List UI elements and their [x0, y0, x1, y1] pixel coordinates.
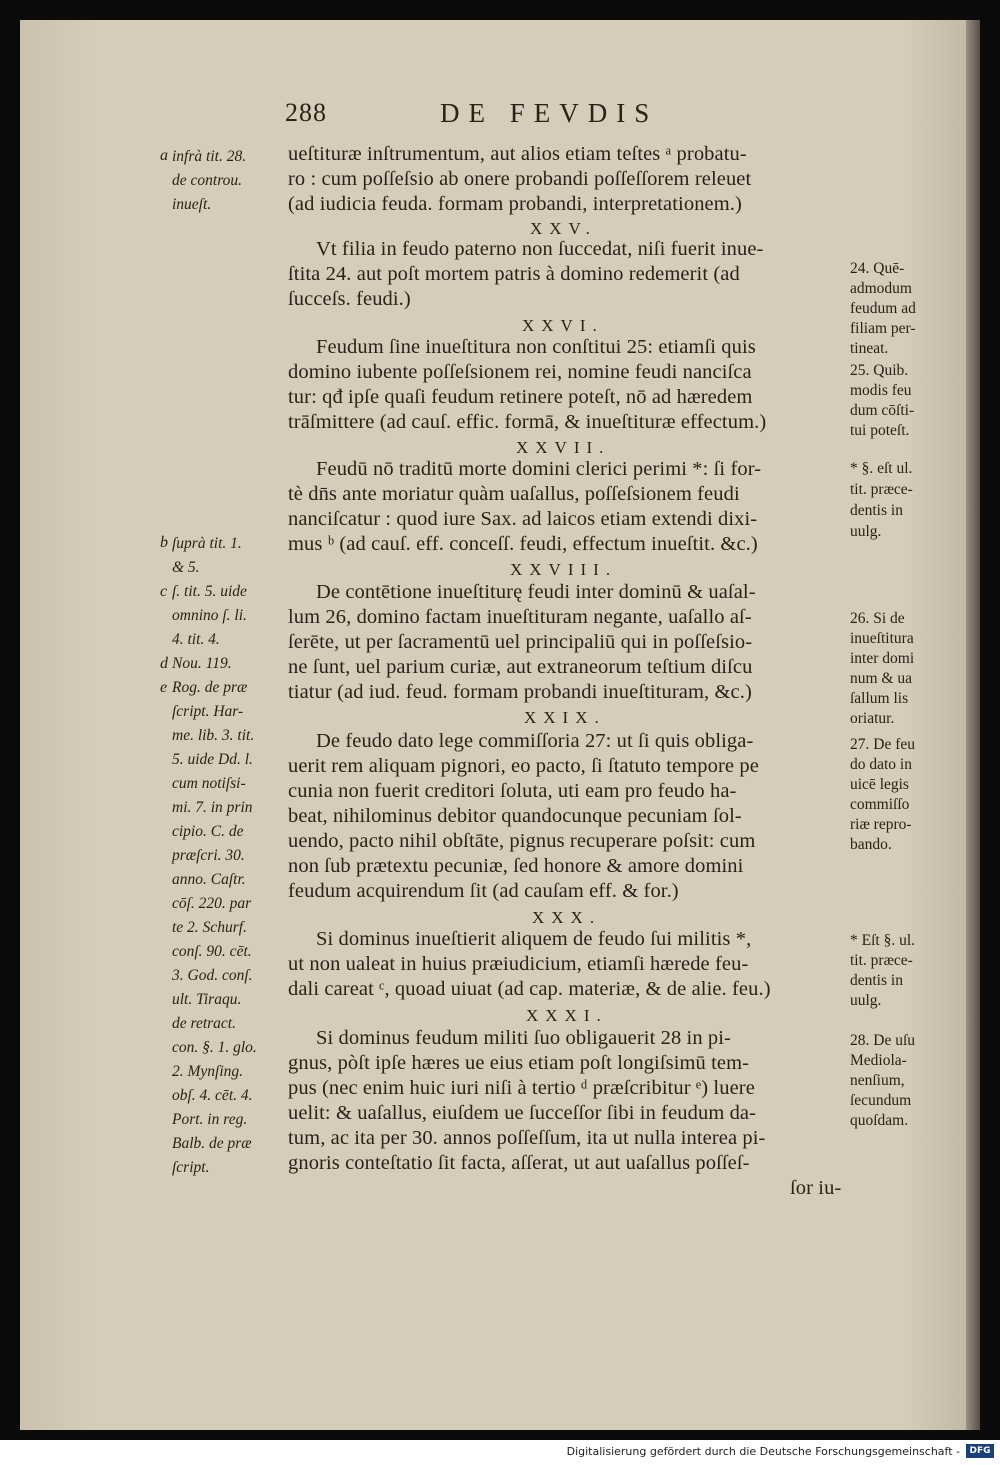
left-margin-note: mi. 7. in prin	[172, 799, 253, 816]
page-gutter	[966, 20, 980, 1430]
left-margin-note: Rog. de præ	[172, 679, 248, 696]
body-line: uendo, pacto nihil obſtāte, pignus recuperare poſsit: cum	[288, 830, 756, 852]
footnote-marker: b	[160, 534, 168, 551]
body-line: ne ſunt, uel parium curiæ, aut extraneorum teſtium diſcu	[288, 656, 753, 678]
body-line: trāſmittere (ad cauſ. effic. formā, & inueſtituræ effectum.)	[288, 411, 767, 433]
body-line: Vt filia in feudo paterno non ſuccedat, niſi fuerit inue-	[316, 238, 764, 260]
funding-credit: Digitalisierung gefördert durch die Deutsche Forschungsgemeinschaft -	[566, 1445, 960, 1458]
dfg-logo: DFG	[966, 1444, 994, 1458]
body-line: feudum acquirendum ſit (ad cauſam eff. & for.)	[288, 880, 679, 902]
left-margin-note: anno. Caſtr.	[172, 871, 246, 888]
section-heading: XXVI.	[522, 316, 604, 335]
section-heading: XXVIII.	[510, 560, 618, 579]
body-line: lum 26, domino factam inueſtituram negante, uaſallo aſ-	[288, 606, 752, 628]
body-line: ueſtituræ inſtrumentum, aut alios etiam teſtes ᵃ probatu-	[288, 143, 747, 165]
body-line: uerit rem aliquam pignori, eo pacto, ſi ſtatuto tempore pe	[288, 755, 759, 777]
body-line: ro : cum poſſeſsio ab onere probandi poſſeſſorem releuet	[288, 168, 752, 190]
left-margin-note: ſcript. Har-	[172, 703, 244, 720]
right-margin-note: oriatur.	[850, 710, 895, 727]
body-line: tè dn̄s ante moriatur quàm uaſallus, poſſeſsionem feudi	[288, 483, 740, 505]
body-line: tum, ac ita per 30. annos poſſeſſum, ita ut nulla interea pi-	[288, 1127, 766, 1149]
section-heading: XXXI.	[526, 1006, 608, 1025]
right-margin-note: ſecundum	[850, 1092, 912, 1109]
left-margin-note: de controu.	[172, 172, 243, 189]
body-line: Si dominus inueſtierit aliquem de feudo ſui militis *,	[316, 928, 752, 950]
right-margin-note: admodum	[850, 280, 912, 297]
left-margin-note: 5. uide Dd. l.	[172, 751, 253, 768]
body-line: Feudū nō traditū morte domini clerici perimi *: ſi for-	[316, 458, 762, 480]
left-margin-note: cum notiſsi-	[172, 775, 246, 792]
right-margin-note: inter domi	[850, 650, 915, 667]
running-title: DE FEVDIS	[440, 98, 659, 128]
left-margin-note: inueſt.	[172, 196, 212, 213]
right-margin-note: * Eſt §. ul.	[850, 932, 916, 949]
footnote-marker: d	[160, 655, 168, 672]
right-margin-note: tit. præce-	[850, 481, 913, 498]
left-margin-note: & 5.	[172, 559, 200, 576]
left-margin-note: 2. Mynſing.	[172, 1063, 244, 1080]
left-margin-note: omnino ſ. li.	[172, 607, 247, 624]
left-margin-note: 4. tit. 4.	[172, 631, 220, 648]
body-line: (ad iudicia feuda. formam probandi, interpretationem.)	[288, 193, 742, 215]
right-margin-note: commiſſo	[850, 796, 910, 813]
right-margin-note: bando.	[850, 836, 892, 853]
right-margin-note: uicē legis	[850, 776, 909, 793]
left-margin-note: conſ. 90. cēt.	[172, 943, 252, 960]
left-margin-note: Port. in reg.	[172, 1111, 248, 1128]
left-margin-note: ſ. tit. 5. uide	[172, 583, 247, 600]
body-line: beat, nihilominus debitor quandocunque pecuniam ſol-	[288, 805, 742, 827]
body-line: ſucceſs. feudi.)	[288, 288, 411, 310]
footnote-marker: a	[160, 147, 168, 164]
body-line: gnoris conteſtatio ſit facta, aſſerat, ut aut uaſallus poſſeſ-	[288, 1152, 750, 1174]
right-margin-note: dentis in	[850, 502, 903, 519]
body-line: domino iubente poſſeſsionem rei, nomine feudi nanciſca	[288, 361, 752, 383]
right-margin-note: do dato in	[850, 756, 912, 773]
left-margin-note: Balb. de præ	[172, 1135, 252, 1152]
right-margin-note: riæ repro-	[850, 816, 912, 833]
right-margin-note: tit. præce-	[850, 952, 913, 969]
body-line: cunia non fuerit creditori ſoluta, uti eam pro feudo ha-	[288, 780, 737, 802]
section-heading: XXX.	[532, 908, 602, 927]
right-margin-note: num & ua	[850, 670, 912, 687]
right-margin-note: tineat.	[850, 340, 889, 357]
right-margin-note: uulg.	[850, 992, 882, 1009]
section-heading: XXVII.	[516, 438, 611, 457]
body-line: De feudo dato lege commiſſoria 27: ut ſi quis obliga-	[316, 730, 754, 752]
left-margin-note: præſcri. 30.	[172, 847, 245, 864]
body-line: gnus, pòſt ipſe hæres ue eius etiam poſt longiſsimū tem-	[288, 1052, 750, 1074]
body-line: mus ᵇ (ad cauſ. eff. conceſſ. feudi, effectum inueſtit. &c.)	[288, 533, 758, 555]
footnote-marker: c	[160, 583, 168, 600]
page-number: 288	[285, 98, 327, 127]
left-margin-note: obſ. 4. cēt. 4.	[172, 1087, 253, 1104]
section-heading: XXIX.	[524, 708, 606, 727]
right-margin-note: tui poteſt.	[850, 422, 910, 439]
right-margin-note: filiam per-	[850, 320, 916, 337]
right-margin-note: 24. Quē-	[850, 260, 905, 277]
footer-bar	[0, 1440, 1000, 1465]
left-margin-note: cipio. C. de	[172, 823, 244, 840]
right-margin-note: * §. eſt ul.	[850, 460, 913, 477]
right-margin-note: quoſdam.	[850, 1112, 909, 1129]
book-page	[20, 20, 980, 1430]
right-margin-note: 26. Si de	[850, 610, 905, 627]
left-margin-note: Nou. 119.	[172, 655, 232, 672]
right-margin-note: ſallum lis	[850, 690, 909, 707]
body-line: uelit: & uaſallus, eiuſdem ue ſucceſſor ſibi in feudum da-	[288, 1102, 757, 1124]
right-margin-note: 25. Quib.	[850, 362, 909, 379]
body-line: pus (nec enim huic iuri niſi à tertio ᵈ præſcribitur ᵉ) luere	[288, 1077, 755, 1099]
right-margin-note: Mediola-	[850, 1052, 907, 1069]
body-line: ut non ualeat in huius præiudicium, etiamſi hærede feu-	[288, 953, 749, 975]
left-margin-note: te 2. Schurf.	[172, 919, 247, 936]
left-margin-note: me. lib. 3. tit.	[172, 727, 255, 744]
body-line: non ſub prætextu pecuniæ, ſed honore & amore domini	[288, 855, 744, 877]
right-margin-note: uulg.	[850, 523, 882, 540]
body-line: nanciſcatur : quod iure Sax. ad laicos etiam extendi dixi-	[288, 508, 758, 530]
right-margin-note: inueſtitura	[850, 630, 914, 647]
body-line: ſor iu-	[790, 1177, 842, 1199]
section-heading: XXV.	[530, 219, 597, 238]
body-line: Feudum ſine inueſtitura non conſtitui 25: etiamſi quis	[316, 336, 756, 358]
footnote-marker: e	[160, 679, 168, 696]
right-margin-note: dum cōſti-	[850, 402, 915, 419]
body-line: dali careat ᶜ, quoad uiuat (ad cap. materiæ, & de alie. feu.)	[288, 978, 771, 1000]
right-margin-note: 28. De uſu	[850, 1032, 916, 1049]
left-margin-note: ſcript.	[172, 1159, 210, 1176]
left-margin-note: 3. God. conſ.	[172, 967, 253, 984]
left-margin-note: con. §. 1. glo.	[172, 1039, 257, 1056]
right-margin-note: dentis in	[850, 972, 903, 989]
body-line: ſtita 24. aut poſt mortem patris à domino redemerit (ad	[288, 263, 740, 285]
body-line: Si dominus feudum militi ſuo obligauerit 28 in pi-	[316, 1027, 731, 1049]
body-line: tiatur (ad iud. feud. formam probandi inueſtituram, &c.)	[288, 681, 752, 703]
right-margin-note: modis feu	[850, 382, 912, 399]
left-margin-note: de retract.	[172, 1015, 236, 1032]
right-margin-note: 27. De feu	[850, 736, 915, 753]
right-margin-note: feudum ad	[850, 300, 916, 317]
left-margin-note: ſuprà tit. 1.	[172, 535, 242, 552]
body-line: De contētione inueſtiturę feudi inter dominū & uaſal-	[316, 581, 756, 603]
left-margin-note: infrà tit. 28.	[172, 148, 247, 165]
body-line: ſerēte, ut per ſacramentū uel principaliū qui in poſſeſsio-	[288, 631, 753, 653]
left-margin-note: cōſ. 220. par	[172, 895, 252, 912]
body-line: tur: qđ ipſe quaſi feudum retinere poteſt, nō ad hæredem	[288, 386, 753, 408]
left-margin-note: ult. Tiraqu.	[172, 991, 242, 1008]
right-margin-note: nenſium,	[850, 1072, 905, 1089]
